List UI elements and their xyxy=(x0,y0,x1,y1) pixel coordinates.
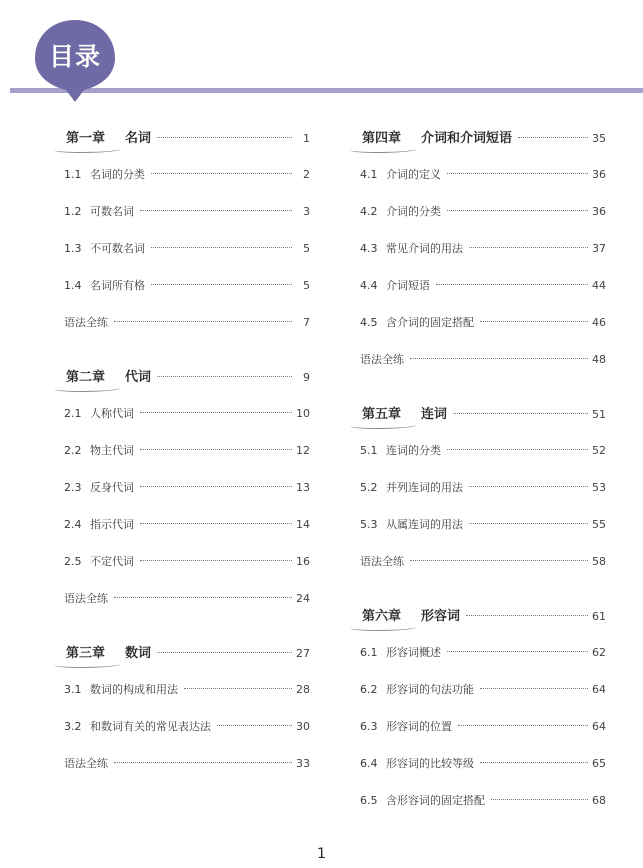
entry-page: 16 xyxy=(296,555,310,568)
dot-leader xyxy=(480,321,588,322)
entry-number: 6.5 xyxy=(360,794,378,807)
entry-number: 4.4 xyxy=(360,279,378,292)
chapter-heading[interactable] xyxy=(64,128,310,162)
entry-title: 和数词有关的常见表达法 xyxy=(90,720,211,733)
entry-number: 1.1 xyxy=(64,168,82,181)
entry-number: 2.4 xyxy=(64,518,82,531)
entry-page: 5 xyxy=(303,242,310,255)
entry-title: 形容词的句法功能 xyxy=(386,683,474,696)
toc-left-column xyxy=(64,128,310,808)
dot-leader xyxy=(151,247,292,248)
toc-entry[interactable] xyxy=(360,166,606,203)
dot-leader xyxy=(469,247,588,248)
entry-title: 常见介词的用法 xyxy=(386,242,463,255)
chapter-page: 1 xyxy=(303,132,310,145)
entry-title: 数词的构成和用法 xyxy=(90,683,178,696)
chapter-label: 第三章 xyxy=(64,643,125,665)
entry-page: 44 xyxy=(592,279,606,292)
dot-leader xyxy=(447,651,588,652)
chapter-page: 9 xyxy=(303,371,310,384)
dot-leader xyxy=(140,560,292,561)
entry-title: 物主代词 xyxy=(90,444,134,457)
dot-leader xyxy=(447,210,588,211)
toc-badge xyxy=(32,18,118,104)
dot-leader xyxy=(447,449,588,450)
chapter-title: 名词 xyxy=(125,131,152,146)
dot-leader xyxy=(140,523,292,524)
toc-entry[interactable] xyxy=(360,203,606,240)
chapter-heading[interactable] xyxy=(360,404,606,438)
entry-page: 55 xyxy=(592,518,606,531)
practice-page: 24 xyxy=(296,592,310,605)
toc-entry[interactable] xyxy=(360,718,606,755)
entry-page: 10 xyxy=(296,407,310,420)
chapter-page: 61 xyxy=(592,610,606,623)
toc-entry[interactable] xyxy=(64,166,310,203)
chapter-title: 代词 xyxy=(125,370,152,385)
dot-leader xyxy=(453,413,588,414)
entry-title: 名词的分类 xyxy=(90,168,145,181)
entry-title: 形容词概述 xyxy=(386,646,441,659)
entry-page: 28 xyxy=(296,683,310,696)
dot-leader xyxy=(469,523,588,524)
toc-entry[interactable] xyxy=(360,516,606,553)
toc-entry[interactable] xyxy=(64,553,310,590)
toc-entry[interactable] xyxy=(360,681,606,718)
entry-title: 介词的分类 xyxy=(386,205,441,218)
entry-number: 3.1 xyxy=(64,683,82,696)
entry-number: 6.2 xyxy=(360,683,378,696)
dot-leader xyxy=(140,486,292,487)
toc-entry[interactable] xyxy=(64,718,310,755)
dot-leader xyxy=(184,688,292,689)
dot-leader xyxy=(157,652,292,653)
entry-title: 介词的定义 xyxy=(386,168,441,181)
dot-leader xyxy=(458,725,588,726)
chapter-label: 第六章 xyxy=(360,606,421,628)
dot-leader xyxy=(114,597,292,598)
entry-page: 13 xyxy=(296,481,310,494)
entry-page: 65 xyxy=(592,757,606,770)
practice-entry[interactable] xyxy=(64,590,310,627)
entry-number: 1.3 xyxy=(64,242,82,255)
toc-entry[interactable] xyxy=(64,479,310,516)
entry-number: 2.2 xyxy=(64,444,82,457)
entry-title: 不可数名词 xyxy=(90,242,145,255)
dot-leader xyxy=(469,486,588,487)
entry-number: 5.3 xyxy=(360,518,378,531)
dot-leader xyxy=(480,762,588,763)
entry-title: 从属连词的用法 xyxy=(386,518,463,531)
entry-number: 6.4 xyxy=(360,757,378,770)
entry-page: 46 xyxy=(592,316,606,329)
chapter-label: 第五章 xyxy=(360,404,421,426)
entry-number: 1.2 xyxy=(64,205,82,218)
practice-title: 语法全练 xyxy=(360,555,404,568)
dot-leader xyxy=(157,376,292,377)
dot-leader xyxy=(410,358,588,359)
toc-entry[interactable] xyxy=(64,405,310,442)
chapter-heading[interactable] xyxy=(360,128,606,162)
toc-entry[interactable] xyxy=(360,277,606,314)
dot-leader xyxy=(491,799,588,800)
dot-leader xyxy=(140,449,292,450)
dot-leader xyxy=(217,725,292,726)
chapter-label: 第一章 xyxy=(64,128,125,150)
chapter-heading[interactable] xyxy=(64,643,310,677)
practice-entry[interactable] xyxy=(64,314,310,351)
entry-number: 2.5 xyxy=(64,555,82,568)
practice-entry[interactable] xyxy=(360,351,606,388)
chapter-page: 51 xyxy=(592,408,606,421)
entry-page: 14 xyxy=(296,518,310,531)
chapter-page: 27 xyxy=(296,647,310,660)
chapter-heading[interactable] xyxy=(64,367,310,401)
entry-page: 5 xyxy=(303,279,310,292)
entry-page: 53 xyxy=(592,481,606,494)
entry-number: 4.2 xyxy=(360,205,378,218)
dot-leader xyxy=(157,137,292,138)
entry-number: 1.4 xyxy=(64,279,82,292)
entry-title: 人称代词 xyxy=(90,407,134,420)
entry-page: 2 xyxy=(303,168,310,181)
entry-number: 3.2 xyxy=(64,720,82,733)
entry-title: 介词短语 xyxy=(386,279,430,292)
dot-leader xyxy=(447,173,588,174)
practice-page: 58 xyxy=(592,555,606,568)
toc-entry[interactable] xyxy=(64,442,310,479)
entry-page: 64 xyxy=(592,683,606,696)
toc-entry[interactable] xyxy=(360,442,606,479)
practice-entry[interactable] xyxy=(360,553,606,590)
toc-entry[interactable] xyxy=(64,681,310,718)
practice-title: 语法全练 xyxy=(64,757,108,770)
toc-entry[interactable] xyxy=(360,792,606,829)
chapter-page: 35 xyxy=(592,132,606,145)
entry-number: 2.3 xyxy=(64,481,82,494)
toc-entry[interactable] xyxy=(360,755,606,792)
page-number: 1 xyxy=(317,846,326,862)
toc-entry[interactable] xyxy=(64,277,310,314)
dot-leader xyxy=(436,284,588,285)
dot-leader xyxy=(114,321,292,322)
entry-title: 连词的分类 xyxy=(386,444,441,457)
entry-page: 12 xyxy=(296,444,310,457)
entry-title: 形容词的位置 xyxy=(386,720,452,733)
toc-entry[interactable] xyxy=(64,516,310,553)
page-title: 目录 xyxy=(48,42,101,71)
entry-title: 反身代词 xyxy=(90,481,134,494)
dot-leader xyxy=(140,412,292,413)
dot-leader xyxy=(410,560,588,561)
entry-number: 4.3 xyxy=(360,242,378,255)
chapter-title: 形容词 xyxy=(421,609,461,624)
entry-page: 3 xyxy=(303,205,310,218)
entry-page: 68 xyxy=(592,794,606,807)
chapter-label: 第二章 xyxy=(64,367,125,389)
entry-number: 5.1 xyxy=(360,444,378,457)
toc-entry[interactable] xyxy=(360,314,606,351)
entry-title: 不定代词 xyxy=(90,555,134,568)
entry-page: 52 xyxy=(592,444,606,457)
entry-title: 指示代词 xyxy=(90,518,134,531)
dot-leader xyxy=(466,615,588,616)
dot-leader xyxy=(151,173,292,174)
entry-number: 4.1 xyxy=(360,168,378,181)
toc-right-column xyxy=(360,128,606,829)
entry-page: 62 xyxy=(592,646,606,659)
dot-leader xyxy=(480,688,588,689)
practice-page: 48 xyxy=(592,353,606,366)
practice-title: 语法全练 xyxy=(64,592,108,605)
entry-page: 36 xyxy=(592,205,606,218)
entry-page: 37 xyxy=(592,242,606,255)
chapter-title: 数词 xyxy=(125,646,152,661)
toc-entry[interactable] xyxy=(64,203,310,240)
chapter-heading[interactable] xyxy=(360,606,606,640)
entry-page: 64 xyxy=(592,720,606,733)
entry-title: 并列连词的用法 xyxy=(386,481,463,494)
practice-page: 7 xyxy=(303,316,310,329)
entry-number: 4.5 xyxy=(360,316,378,329)
dot-leader xyxy=(518,137,588,138)
entry-title: 可数名词 xyxy=(90,205,134,218)
practice-entry[interactable] xyxy=(64,755,310,792)
entry-title: 名词所有格 xyxy=(90,279,145,292)
dot-leader xyxy=(151,284,292,285)
entry-title: 形容词的比较等级 xyxy=(386,757,474,770)
entry-number: 6.1 xyxy=(360,646,378,659)
chapter-title: 连词 xyxy=(421,407,448,422)
practice-page: 33 xyxy=(296,757,310,770)
entry-number: 6.3 xyxy=(360,720,378,733)
entry-number: 5.2 xyxy=(360,481,378,494)
entry-number: 2.1 xyxy=(64,407,82,420)
dot-leader xyxy=(114,762,292,763)
practice-title: 语法全练 xyxy=(64,316,108,329)
chapter-label: 第四章 xyxy=(360,128,421,150)
entry-page: 36 xyxy=(592,168,606,181)
entry-page: 30 xyxy=(296,720,310,733)
dot-leader xyxy=(140,210,292,211)
toc-entry[interactable] xyxy=(360,240,606,277)
toc-entry[interactable] xyxy=(64,240,310,277)
toc-entry[interactable] xyxy=(360,644,606,681)
entry-title: 含形容词的固定搭配 xyxy=(386,794,485,807)
entry-title: 含介词的固定搭配 xyxy=(386,316,474,329)
chapter-title: 介词和介词短语 xyxy=(421,131,513,146)
toc-entry[interactable] xyxy=(360,479,606,516)
practice-title: 语法全练 xyxy=(360,353,404,366)
